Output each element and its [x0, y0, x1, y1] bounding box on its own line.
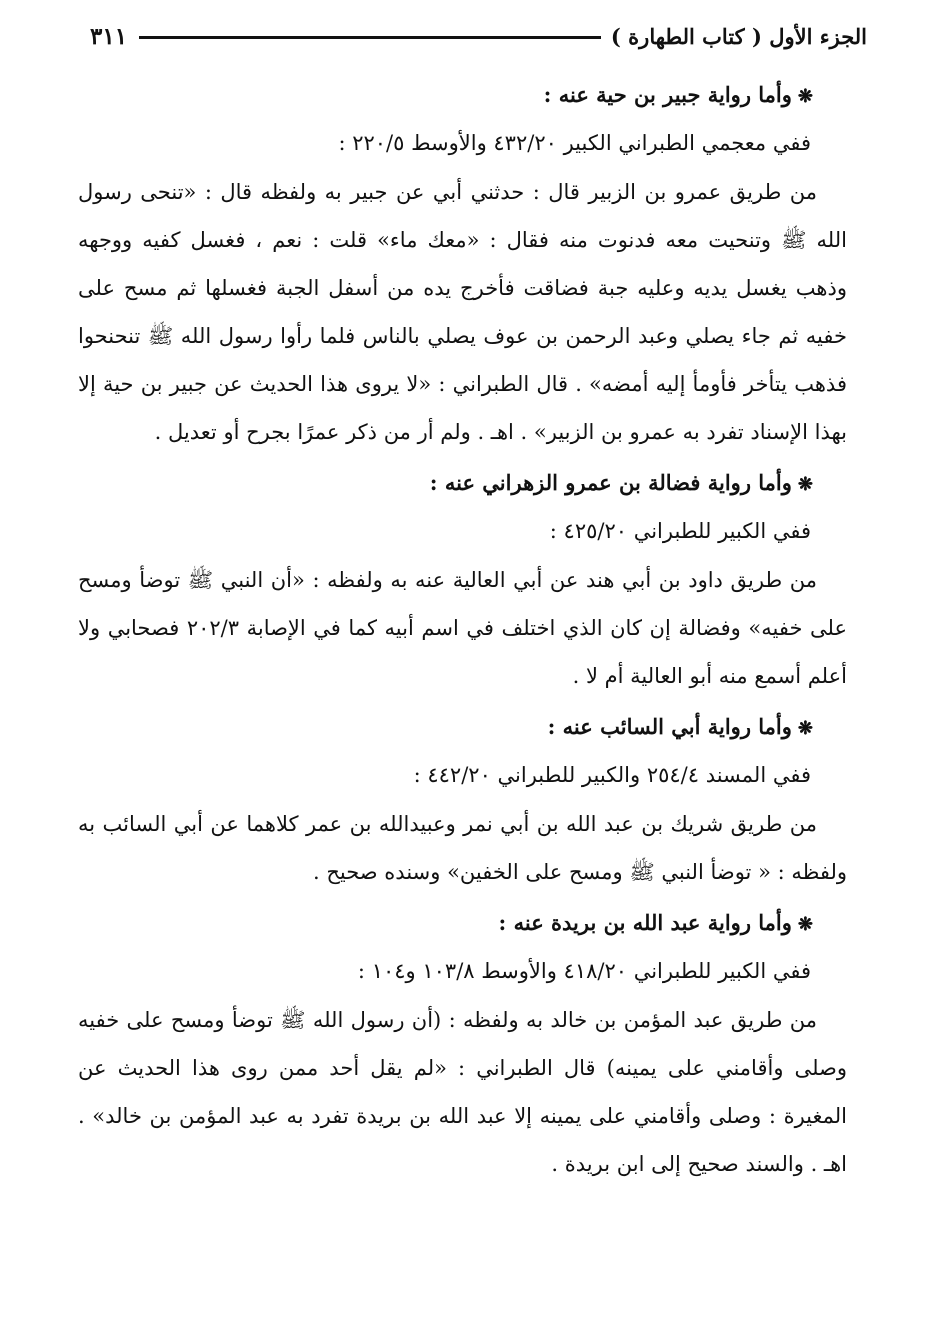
- section-heading-text: وأما رواية أبي السائب عنه :: [547, 714, 792, 739]
- section-heading-text: وأما رواية عبد الله بن بريدة عنه :: [498, 910, 792, 935]
- section-heading-text: وأما رواية جبير بن حية عنه :: [543, 82, 792, 107]
- running-head-title: الجزء الأول ( كتاب الطهارة ): [610, 23, 867, 49]
- section-heading: [78, 704, 813, 750]
- star-icon: ❋: [797, 914, 813, 935]
- section-heading: [78, 460, 813, 506]
- section-source: ففي الكبير للطبراني ٤١٨/٢٠ والأوسط ١٠٣/٨ و١٠٤ :: [357, 959, 811, 983]
- star-icon: ❋: [797, 86, 813, 107]
- section-source: ففي معجمي الطبراني الكبير ٤٣٢/٢٠ والأوسط ٢٢٠/٥ :: [338, 131, 811, 155]
- section-source: ففي المسند ٢٥٤/٤ والكبير للطبراني ٤٤٢/٢٠ :: [413, 763, 811, 787]
- section-heading-text: وأما رواية فضالة بن عمرو الزهراني عنه :: [429, 470, 792, 495]
- section-paragraph: من طريق عمرو بن الزبير قال : حدثني أبي عن جبير به ولفظه قال : «تنحى رسول الله ﷺ وتنحيت معه فدنوت منه فقال : «معك ماء» قلت : نعم ، فغسل كفيه ووجهه وذهب يغسل يديه وعليه جبة فضاقت فأخرج يده من أسفل الجبة فغسلها ثم مسح على خفيه ثم جاء يصلي وعبد الرحمن بن عوف يصلي بالناس فلما رأوا رسول الله ﷺ تنحنحوا فذهب يتأخر فأومأ إليه أمضه» . قال الطبراني : «لا يروى هذا الحديث عن جبير بن حية إلا بهذا الإسناد تفرد به عمرو بن الزبير» . اهـ . ولم أر من ذكر عمرًا بجرح أو تعديل .: [78, 180, 847, 444]
- running-head: [90, 18, 867, 54]
- section-paragraph: من طريق عبد المؤمن بن خالد به ولفظه : (أن رسول الله ﷺ توضأ ومسح على خفيه وصلى وأقامني على يمينه) قال الطبراني : «لم يقل أحد ممن روى هذا الحديث عن المغيرة : وصلى وأقامني على يمينه إلا عبد الله بن بريدة تفرد به عبد المؤمن بن خالد» . اهـ . والسند صحيح إلى ابن بريدة .: [78, 1008, 847, 1176]
- section-paragraph: من طريق شريك بن عبد الله بن أبي نمر وعبيدالله بن عمر كلاهما عن أبي السائب به ولفظه : « توضأ النبي ﷺ ومسح على الخفين» وسنده صحيح .: [78, 812, 847, 884]
- section-heading: [78, 72, 813, 118]
- page-body: [78, 72, 847, 1192]
- section-paragraph: من طريق داود بن أبي هند عن أبي العالية عنه به ولفظه : «أن النبي ﷺ توضأ ومسح على خفيه» وفضالة إن كان الذي اختلف في اسم أبيه كما في الإصابة ٢٠٢/٣ فصحابي ولا أعلم أسمع منه أبو العالية أم لا .: [78, 568, 847, 688]
- running-head-rule: [139, 36, 601, 39]
- section-source: ففي الكبير للطبراني ٤٢٥/٢٠ :: [549, 519, 811, 543]
- star-icon: ❋: [797, 718, 813, 739]
- section-heading: [78, 900, 813, 946]
- star-icon: ❋: [797, 474, 813, 495]
- page-number: ٣١١: [90, 22, 128, 50]
